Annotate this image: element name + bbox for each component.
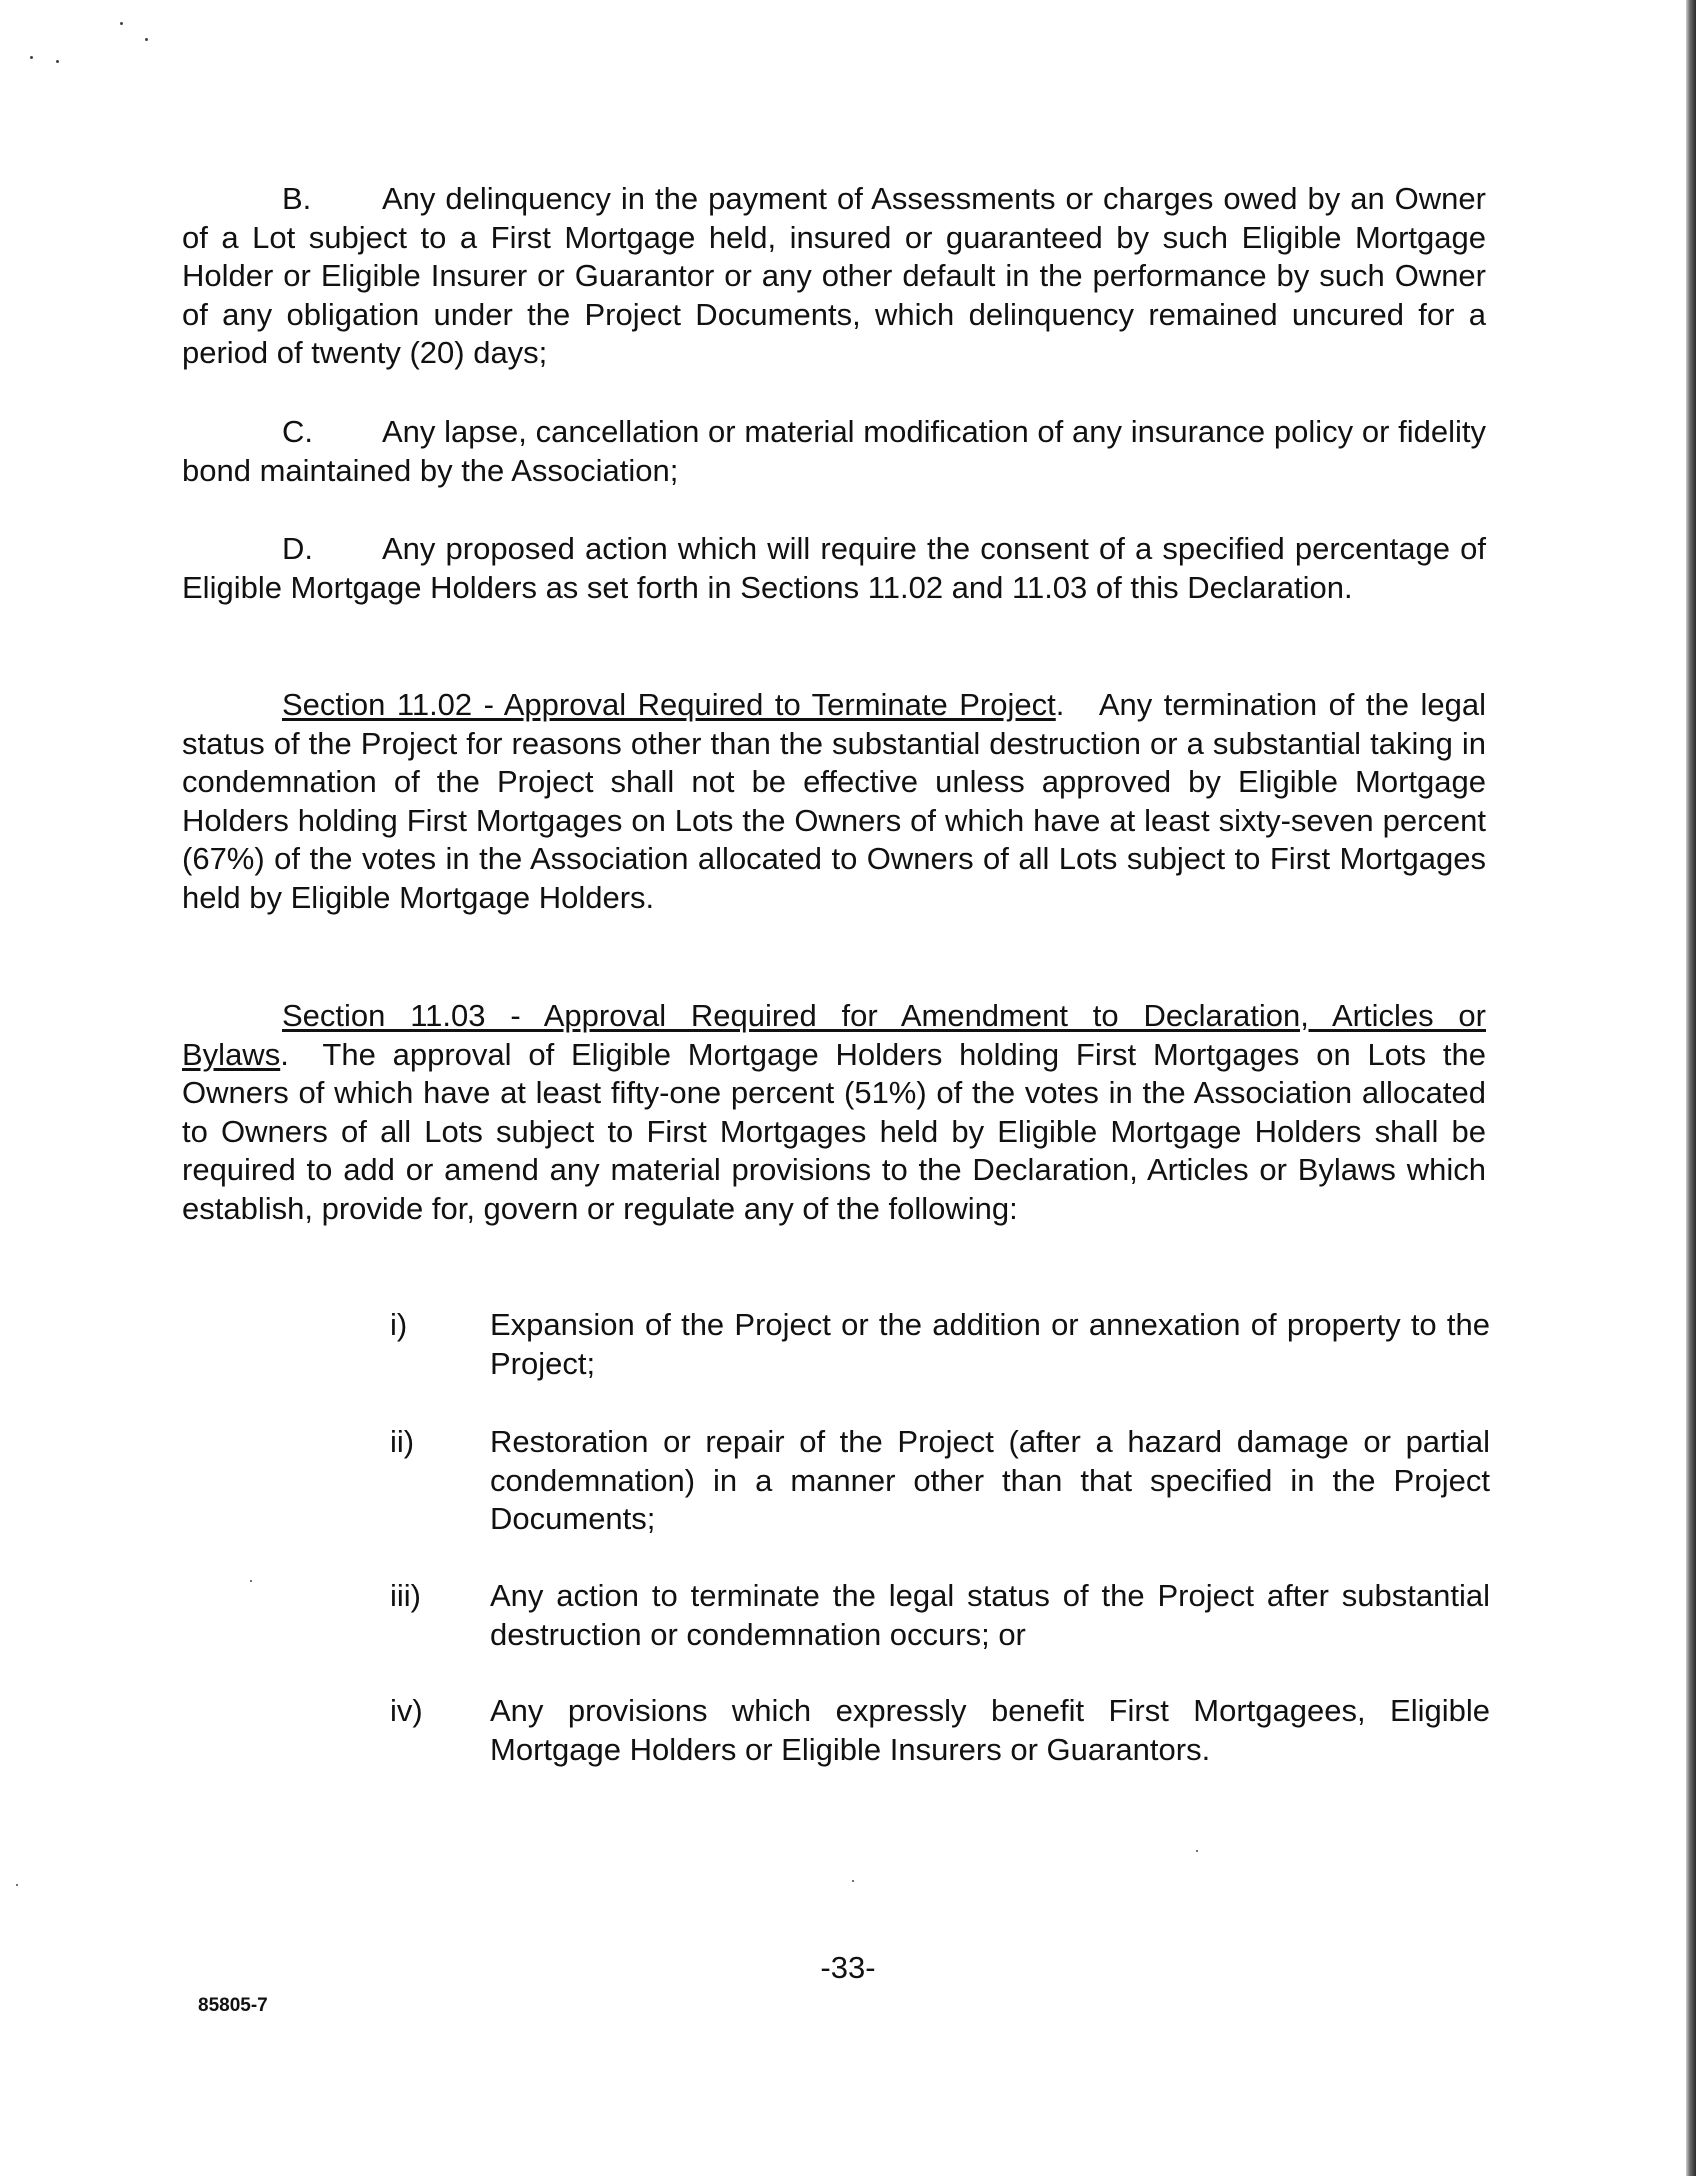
list-item-text: Expansion of the Project or the addition or annexation of property to the Project; bbox=[490, 1307, 1490, 1381]
section-heading: Section 11.03 - Approval Required for Amendment to Declaration, Articles or Bylaws bbox=[182, 998, 1486, 1072]
paragraph-text: Any lapse, cancellation or material modification of any insurance policy or fidelity bond maintained by the Association; bbox=[182, 414, 1486, 488]
paragraph-text: Any delinquency in the payment of Assessments or charges owed by an Owner of a Lot subject to a First Mortgage held, insured or guaranteed by such Eligible Mortgage Holder or Eligible Insurer or Guarantor or any other default in the performance by such Owner of any obligation under the Project Documents, which delinquency remained uncured for a period of twenty (20) days; bbox=[182, 181, 1486, 370]
list-item-number: i) bbox=[390, 1307, 408, 1342]
scan-speck bbox=[16, 1884, 18, 1886]
scan-speck bbox=[250, 1580, 252, 1582]
list-item-text: Restoration or repair of the Project (after a hazard damage or partial condemnation) in a manner other than that specified in the Project Documents; bbox=[490, 1424, 1490, 1536]
section-11-02: Section 11.02 - Approval Required to Terminate Project. Any termination of the legal status of the Project for reasons other than the substantial destruction or a substantial taking in condemnation of the Project shall not be effective unless approved by Eligible Mortgage Holders holding First Mortgages on Lots the Owners of which have at least sixty-seven percent (67%) of the votes in the Association allocated to Owners of all Lots subject to First Mortgages held by Eligible Mortgage Holders. bbox=[182, 687, 1486, 915]
scan-speck bbox=[120, 22, 123, 25]
list-item-text: Any provisions which expressly benefit First Mortgagees, Eligible Mortgage Holders or Eligible Insurers or Guarantors. bbox=[490, 1693, 1490, 1767]
scan-speck bbox=[56, 60, 59, 63]
section-body: The approval of Eligible Mortgage Holders holding First Mortgages on Lots the Owners of which have at least fifty-one percent (51%) of the votes in the Association allocated to Owners of all Lots subject to First Mortgages held by Eligible Mortgage Holders shall be required to add or amend any material provisions to the Declaration, Articles or Bylaws which establish, provide for, govern or regulate any of the following: bbox=[182, 1036, 1486, 1226]
paragraph-text: Any proposed action which will require the consent of a specified percentage of Eligible Mortgage Holders as set forth in Sections 11.02 and 11.03 of this Declaration. bbox=[182, 531, 1486, 605]
scan-speck bbox=[1196, 1850, 1198, 1852]
document-code: 85805-7 bbox=[198, 1995, 268, 2016]
paragraph-letter: B. bbox=[282, 181, 312, 216]
scan-speck bbox=[30, 56, 33, 59]
list-item-number: iv) bbox=[390, 1693, 423, 1728]
page-number: -33- bbox=[820, 1950, 876, 1985]
scan-edge bbox=[1686, 0, 1696, 2176]
scan-speck bbox=[852, 1880, 854, 1882]
paragraph-letter: D. bbox=[282, 531, 313, 566]
paragraph-c bbox=[182, 413, 1486, 490]
paragraph-letter: C. bbox=[282, 414, 313, 449]
scan-speck bbox=[145, 38, 148, 41]
list-item-number: ii) bbox=[390, 1424, 415, 1459]
section-body: Any termination of the legal status of the Project for reasons other than the substantial destruction or a substantial taking in condemnation of the Project shall not be effective unless approved by Eligible Mortgage Holders holding First Mortgages on Lots the Owners of which have at least sixty-seven percent (67%) of the votes in the Association allocated to Owners of all Lots subject to First Mortgages held by Eligible Mortgage Holders. bbox=[182, 687, 1486, 915]
list-item-text: Any action to terminate the legal status of the Project after substantial destruction or condemnation occurs; or bbox=[490, 1578, 1490, 1652]
list-item-number: iii) bbox=[390, 1578, 421, 1613]
paragraph-b bbox=[182, 180, 1486, 373]
section-11-03: Section 11.03 - Approval Required for Amendment to Declaration, Articles or Bylaws. The approval of Eligible Mortgage Holders holding First Mortgages on Lots the Owners of which have at least fifty-one percent (51%) of the votes in the Association allocated to Owners of all Lots subject to First Mortgages held by Eligible Mortgage Holders shall be required to add or amend any material provisions to the Declaration, Articles or Bylaws which establish, provide for, govern or regulate any of the following: bbox=[182, 998, 1486, 1226]
paragraph-d bbox=[182, 530, 1486, 607]
section-heading: Section 11.02 - Approval Required to Terminate Project bbox=[282, 687, 1056, 722]
